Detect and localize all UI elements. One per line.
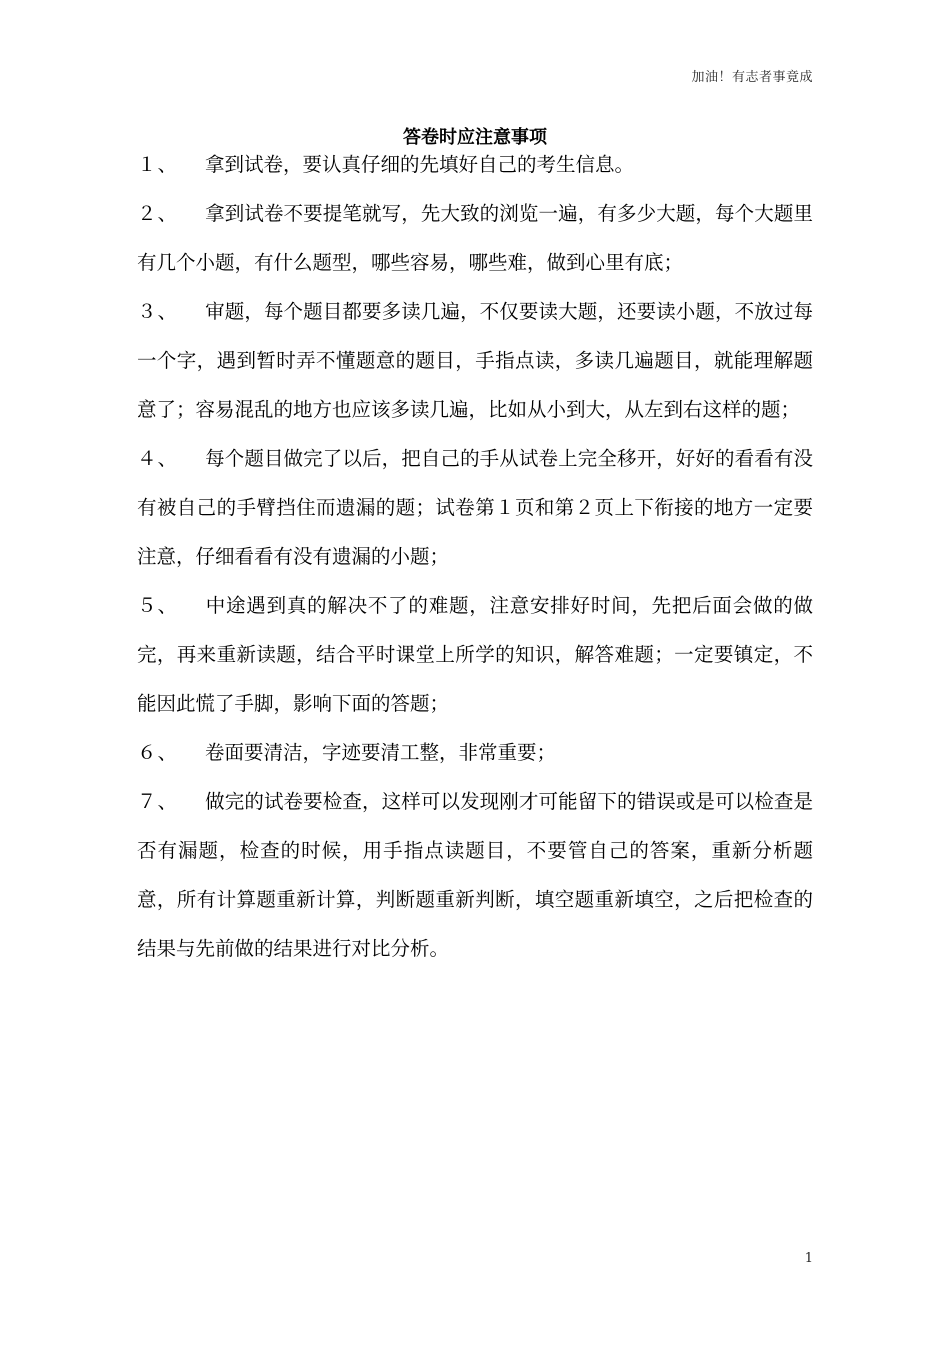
item-text: 做完的试卷要检查，这样可以发现刚才可能留下的错误或是可以检查是否有漏题，检查的时候，用手指点读题目，不要管自己的答案，重新分析题意，所有计算题重新计算，判断题重新判断，填空题重新填空，之后把检查的结果与先前做的结果进行对比分析。: [137, 790, 813, 960]
item-text: 拿到试卷，要认真仔细的先填好自己的考生信息。: [205, 153, 635, 176]
item-number: ５、: [137, 594, 179, 617]
list-item: [137, 434, 813, 581]
list-item: [137, 777, 813, 973]
item-number: ７、: [137, 790, 179, 813]
list-item: [137, 140, 813, 189]
document-body: [137, 140, 813, 973]
item-text: 卷面要清洁，字迹要清工整，非常重要；: [205, 741, 557, 764]
item-number: ２、: [137, 202, 179, 225]
document-title: 答卷时应注意事项: [403, 127, 547, 148]
list-item: [137, 287, 813, 434]
item-text: 拿到试卷不要提笔就写，先大致的浏览一遍，有多少大题，每个大题里有几个小题，有什么题型，哪些容易，哪些难，做到心里有底；: [137, 202, 813, 274]
list-item: [137, 581, 813, 728]
item-text: 中途遇到真的解决不了的难题，注意安排好时间，先把后面会做的做完，再来重新读题，结合平时课堂上所学的知识，解答难题；一定要镇定，不能因此慌了手脚，影响下面的答题；: [137, 594, 813, 715]
item-number: ４、: [137, 447, 179, 470]
page-number: 1: [804, 1251, 813, 1266]
item-number: ６、: [137, 741, 179, 764]
header-motto: 加油！有志者事竟成: [691, 70, 813, 85]
item-text: 审题，每个题目都要多读几遍，不仅要读大题，还要读小题，不放过每一个字，遇到暂时弄不懂题意的题目，手指点读，多读几遍题目，就能理解题意了；容易混乱的地方也应该多读几遍，比如从小到大，从左到右这样的题；: [137, 300, 813, 421]
item-text: 每个题目做完了以后，把自己的手从试卷上完全移开，好好的看看有没有被自己的手臂挡住而遗漏的题；试卷第１页和第２页上下衔接的地方一定要注意，仔细看看有没有遗漏的小题；: [137, 447, 813, 568]
list-item: [137, 728, 813, 777]
list-item: [137, 189, 813, 287]
item-number: ３、: [137, 300, 179, 323]
item-number: １、: [137, 153, 179, 176]
